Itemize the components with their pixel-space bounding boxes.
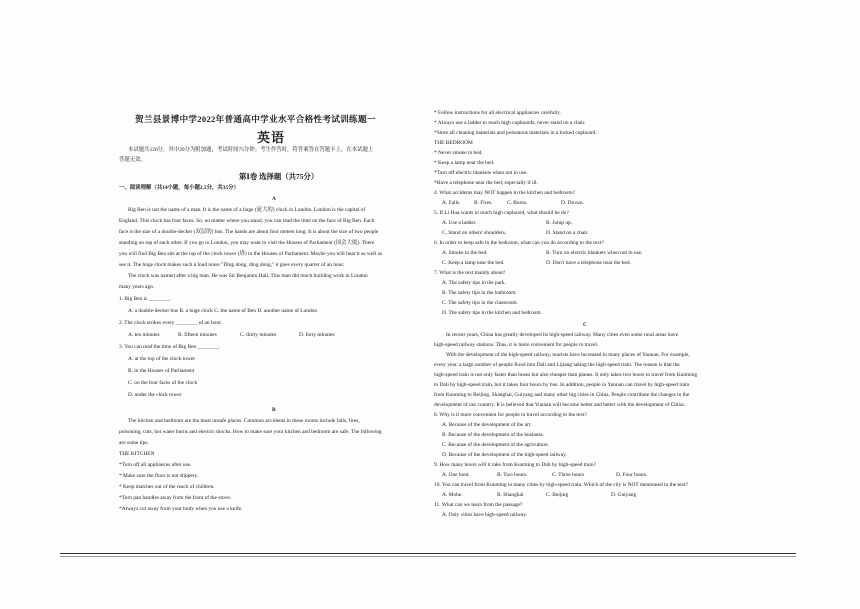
question-5: 5. If Li Hua wants to reach high cupboard, what should he do? bbox=[434, 210, 569, 216]
q4-option-b: B. Fires. bbox=[474, 200, 493, 206]
q7-option-b: B. The safety tips in the bathroom. bbox=[442, 290, 517, 296]
q4-option-d: D. Drown. bbox=[561, 200, 584, 206]
question-1: 1. Big Ben is ________. bbox=[119, 296, 172, 302]
q8-option-b: B. Because of the development of the business. bbox=[442, 432, 544, 438]
question-8: 8. Why is it more convenient for people to travel according to the text? bbox=[434, 412, 587, 418]
q6-option-c: C. Keep a lamp near the bed. bbox=[442, 260, 505, 266]
q5-option-a: A. Use a ladder. bbox=[442, 220, 477, 226]
q3-option-b: B. in the Houses of Parliament bbox=[128, 368, 195, 374]
q4-option-c: C. Burns. bbox=[507, 200, 528, 206]
passage-c-label: C bbox=[583, 322, 587, 328]
q6-option-a: A. Smoke in the bed. bbox=[442, 250, 488, 256]
q5-option-c: C. Stand on others' shoulders. bbox=[442, 230, 507, 236]
q7-option-c: C. The safety tips in the classroom. bbox=[442, 300, 518, 306]
q3-option-a: A. at the top of the clock tower bbox=[128, 356, 196, 362]
q9-option-b: B. Two hours. bbox=[497, 472, 528, 478]
question-11: 11. What can we learn from the passage? bbox=[434, 502, 523, 508]
page-bottom-rule-faint bbox=[60, 556, 796, 557]
question-10: 10. You can travel from Kunming to many cities by high-speed train. Which of the city is NOT mentioned in the text? bbox=[434, 482, 689, 488]
q10-option-b: B. Shanghai bbox=[497, 492, 524, 498]
q2-option-d: D. forty minutes bbox=[299, 332, 335, 338]
q10-option-a: A. Mohe. bbox=[442, 492, 463, 498]
question-3: 3. You can read the time of Big Ben ________. bbox=[119, 344, 221, 350]
q8-option-c: C. Because of the development of the agriculture. bbox=[442, 442, 550, 448]
q9-option-a: A. One hour. bbox=[442, 472, 470, 478]
intro-line-1: 本试题共120分，其中20分为附加题，考试时间75分钟。考生作答时，将答案答在答题卡上，在本试题上 bbox=[128, 147, 374, 153]
q6-option-b: B. Turn on electric blankets when not in use. bbox=[546, 250, 643, 256]
question-1-options: A. a double-decker bus B. a huge clock C. the name of Ben D. another name of London bbox=[128, 308, 318, 314]
q3-option-c: C. on the four faces of the clock bbox=[128, 380, 198, 386]
q10-option-d: D. Guiyang bbox=[611, 492, 637, 498]
question-7: 7. What is the text mainly about? bbox=[434, 270, 506, 276]
passage-a-label: A bbox=[272, 196, 276, 202]
q8-option-a: A. Because of the development of the art. bbox=[442, 422, 532, 428]
bedroom-heading: THE BEDROOM bbox=[434, 140, 473, 146]
exam-title: 贺兰县景博中学2022年普通高中学业水平合格性考试训练题一 bbox=[135, 114, 376, 124]
q3-option-d: D. under the clock tower bbox=[128, 392, 182, 398]
part-heading: 第Ⅰ卷 选择题（共75分） bbox=[239, 172, 319, 181]
q2-option-a: A. ten minutes bbox=[128, 332, 160, 338]
question-4: 4. What accidents may NOT happen in the kitchen and bedroom? bbox=[434, 190, 575, 196]
q10-option-c: C. Beijing bbox=[546, 492, 569, 498]
kitchen-heading: THE KITCHEN bbox=[119, 451, 155, 457]
question-2: 2. The clock strikes every ________ of an hour. bbox=[119, 320, 222, 326]
q9-option-d: D. Four hours. bbox=[616, 472, 648, 478]
question-6: 6. In order to keep safe in the bedroom, what can you do according to the text? bbox=[434, 240, 604, 246]
intro-line-2: 答题无效。 bbox=[119, 157, 146, 163]
q9-option-c: C. Three hours bbox=[552, 472, 585, 478]
section-heading: 一、阅读理解（共14小题，每小题2.5分，共35分） bbox=[119, 185, 239, 191]
page-bottom-rule bbox=[60, 553, 796, 554]
q11-option-a: A. Only cities have high-speed railway. bbox=[442, 512, 528, 518]
q5-option-b: B. Jump up. bbox=[546, 220, 573, 226]
q6-option-d: D. Don't have a telephone near the bed. bbox=[546, 260, 631, 266]
passage-b-label: B bbox=[272, 407, 276, 413]
q2-option-b: B. fifteen minutes bbox=[178, 332, 217, 338]
q8-option-d: D. Because of the development of the high-speed railway. bbox=[442, 452, 567, 458]
subject-title: 英语 bbox=[257, 130, 286, 145]
q4-option-a: A. Falls. bbox=[442, 200, 461, 206]
q7-option-a: A. The safety tips in the park. bbox=[442, 280, 506, 286]
q7-option-d: D. The safety tips in the kitchen and bedroom. bbox=[442, 310, 542, 316]
exam-page: 贺兰县景博中学2022年普通高中学业水平合格性考试训练题一 英语 本试题共120分，其中20分为附加题，考试时间75分钟。考生作答时，将答案答在答题卡上，在本试题上 答题无效。 第Ⅰ卷 选择题（共75分） 一、阅读理解（共14小题，每小题2.5分，共35分） A Big Ben is not the name of a man. It is the name of a huge (庞大的) clock in London. London is the capital of England. This clock has four faces. So, no matter where you stand, you can read the time on the face of Big Ben. Each face is the size of a double-decker (双层的) bus. The hands are about four meters long. It is about the size of two people standing on top of each other. If you go to London, you may want to visit the Houses of Parliament (国会大厦). There you will find Big Ben sits at the top of the clock tower (塔) in the Houses of Parliament. Maybe you will hear it as well as see it. The huge clock makes such a loud noise "Ding dong, ding dong," it goes every quarter of an hour. The clock was named after a big man. He was Sir Benjamin Hall. This man did much building work in London many years ago. 1. Big Ben is ________. A. a double-decker bus B. a huge clock C. the name of Ben D. another name of London 2. The clock strikes every ________ of an hour. A. ten minutes B. fifteen minutes C. thirty minutes D. forty minutes 3. You can read the time of Big Ben ________. A. at the top of the clock tower B. in the Houses of Parliament C. on the four faces of the clock D. under the clock tower B The kitchen and bedroom are the most unsafe places. Common accidents in these rooms include falls, fires, poisoning, cuts, hot water burns and electric shocks. How to make sure your kitchen and bedroom are safe. The following are some tips. THE KITCHEN *Turn off all appliances after use. * Make sure the floor is not slippery. * Keep matches out of the reach of children. *Turn pan handles away from the front of the stove. *Always cut away from your body when you use a knife. * Follow instructions for all electrical appliances carefully. * Always use a ladder to reach high cupboards; never stand on a chair. *Store all cleaning materials and poisonous materials in a locked cupboard. THE BEDROOM * Never smoke in bed. * Keep a lamp near the bed. *Turn off electric blankets when not in use. *Have a telephone near the bed, especially if ill. 4. What accidents may NOT happen in the kitchen and bedroom? A. Falls. B. Fires. C. Burns. D. Drown. 5. If Li Hua wants to reach high cupboard, what should he do? A. Use a ladder. B. Jump up. C. Stand on others' shoulders. D. Stand on a chair. 6. In order to keep safe in the bedroom, what can you do according to the text? A. Smoke in the bed. B. Turn on electric blankets when not in use. C. Keep a lamp near the bed. D. Don't have a telephone near the bed. 7. What is the text mainly about? A. The safety tips in the park. B. The safety tips in the bathroom. C. The safety tips in the classroom. D. The safety tips in the kitchen and bedroom. C In recent years, China has greatly developed its high-speed railway. Many cities even some rural areas have high-speed railway stations. Thus, it is more convenient for people to travel. With the development of the high-speed railway, tourists have increased in many places of Yunnan. For example, every year, a large number of people flood into Dali and Lijiang taking the high-speed train. The reason is that the high-speed train is not only faster than buses but also cheaper than planes. It only takes two hours to travel from Kunming to Dali by high-speed train, but it takes four hours by bus. In addition, people in Yunnan can travel by high-speed train from Kunming to Beijing, Shanghai, Guiyang and many other big cities in China. People contribute the changes to the development of our country. It is believed that Yunnan will become better and better with the development of China. 8. Why is it more convenient for people to travel according to the text? A. Because of the development of the art. B. Because of the development of the business. C. Because of the development of the agriculture. D. Because of the development of the high-speed railway. 9. How many hours will it take from Kunming to Dali by high-speed train? A. One hour. B. Two hours. C. Three hours D. Four hours. 10. You can travel from Kunming to many cities by high-speed train. Which of the city is NOT mentioned in the text? A. Mohe. B. Shanghai C. Beijing D. Guiyang 11. What can we learn from the passage? A. Only cities have high-speed railway. bbox=[0, 0, 860, 609]
q5-option-d: D. Stand on a chair. bbox=[546, 230, 589, 236]
question-9: 9. How many hours will it take from Kunming to Dali by high-speed train? bbox=[434, 462, 596, 468]
q2-option-c: C. thirty minutes bbox=[240, 332, 277, 338]
